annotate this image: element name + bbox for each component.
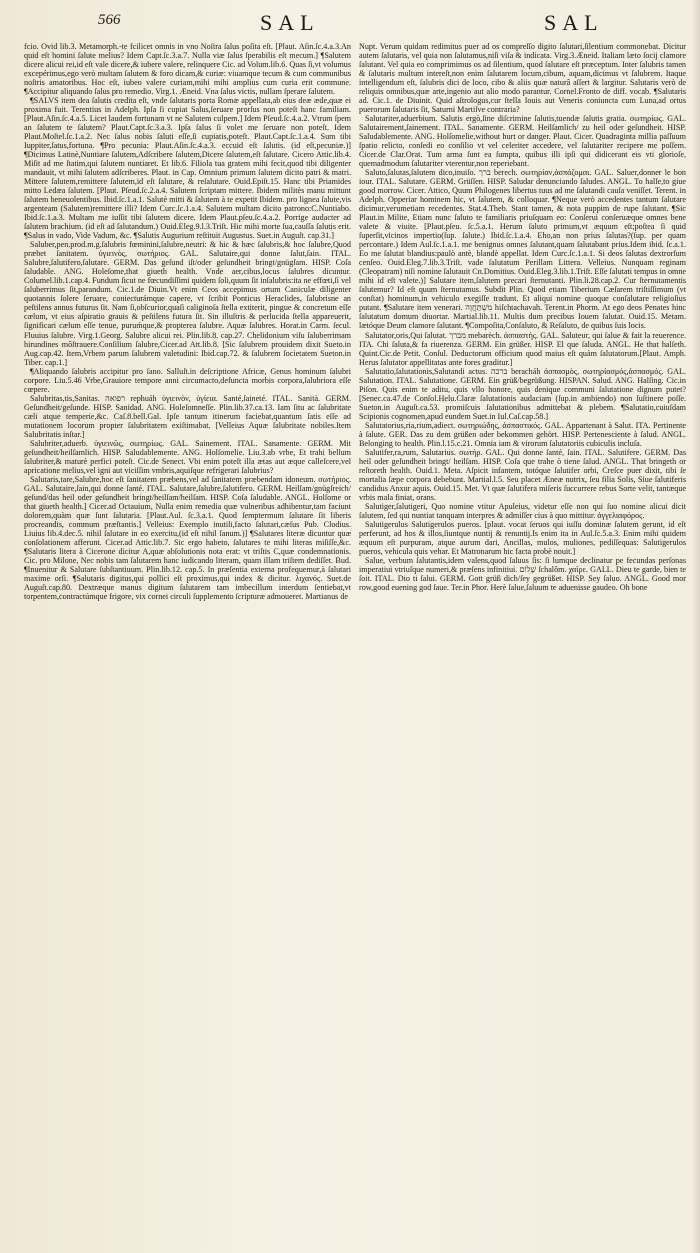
page-number: 566 [98,12,121,28]
entry-paragraph: ¶SALVS item dea ſalutis credita eſt, vnde ſalutaris porta Romæ appellata,ab eius deæ æde,quæ ei proxima fuit. Terentius in Adelph. Ipſa ſi cupiat Salus,ſeruare prorſus non poteſt hanc familiam. [Plaut.Aſin.ſc.4.a.5. Licet laudem fortunam vt ne Salutem culpem.] Idem Pſeud.ſc.4.a.2. Vtrum ſpem an ſalutem te ſalutem? Plaut.Capt.ſc.3.a.3. Ipſa ſalus ſi volet me ſeruare non poteſt. Idem Plaut.Moſtel.ſc.1.a.2. Nec ſalus nobis ſaluti eſſe,ſi cupiatis,poteſt. Plaut.Capt.ſc.1.a.4. Sum tibi Iuppiter,ſatus,fortuna. ¶Pro pecunia: Plaut.Aſin.ſc.4.a.3. eccuid eſt ſalutis. (id eſt,pecuniæ.)] ¶Dicimus Latinè,Nuntiare ſalutem,Adſcribere ſalutem,Dicere ſalutem,eſt ſalutare. Cicero Attic.lib.4. Miſit ad me ſtatim,qui ſalutem nuntiaret. Et lib.6. Filiola tua gratem mihi fecit,quod tibi diligenter mandauit, vt mihi ſalutem adſcriberes. Plaut. in Cap. Omnium primum ſalutem dicito patri & matri. Mittere ſalutem,remittere ſalutem,id eſt ſalutare, & reſalutare. Ouid.Epiſt.15. Hanc tibi Priamides mitto Ledæa ſalutem. [Plaut. Pſeud.ſc.2.a.4. Salutem ſcriptam mittere. Ibidem militès manu mittunt ſalutem beneuolentibus. Ibid.ſc.1.a.1. Salutè mitti & ſalutem à te expetit Ibidem. pro lignea ſalute,vis argenteam (Salutem)remittere illi? Idem Curc.ſc.1.a.4. Salutem multam dicito patrono:C.Nuntiabo. Ibid.ſc.1.a.3. Multam me iuſſit tibi ſalutem dicere. Idem Plaut.pſeu.ſc.4.a.2. Porrige audacter ad ſalutem brachium. (id eſt ad ſalutandum.) Ouid.Eleg.9.l.3.Triſt. Hic mihi morte ſua,cauſſa ſalutis erit. ¶Salus in vado, Vide Vadum, &c. ¶Salutis Augurium reſtituit Augustus. Suet.in Auguſt. cap.31.] [24,96,351,241]
running-head-left: SAL [260,10,320,35]
page-header [24,8,686,42]
entry-paragraph: Salutatio,ſalutationis,Salutandi actus. ברכה beracháh ἀσπασμὸς, σωτηρίασμός,ἀσπασμός. GAL. Salutation. ITAL. Salutatione. GERM. Ein grüß/begrüßung. HISPAN. Salud. ANG. Halſing. Cic.in Piſon. Quis enim te aditu, quis vllo honore, quis denique communi ſalutatione dignum putet? [Senec.ca.47.de Conſol.Helu.Claræ ſalutationis audaciam (ſup.in ambiendo) non ſuſtinere poſſe. Sueton.in Auguſt.ca.53. promiſcuis ſalutationibus admittebat & plebem. ¶Salutatio,cuiuſdam Scipionis cognomen,apud eundem Suet.in Iul.Caſ.cap.58.] [359,366,686,421]
entry-paragraph: Salutifer,ra,rum, Salutarius. σωτήρ. GAL. Qui donne ſanté, ſain. ITAL. Salutifere. GERM. Das heil oder geſundheit bringt/ heilſam. HISP. Coſa que trahe ò tiene ſalud. ANGL. That bringeth or reſtoreth health. Ouid.1. Meta. Aſpicit infantem, totóque ſalutifer orbi, Creſce puer dixit, tibi ſe mortalia ſæpe corpora debebunt. Martial.l.5. Seu placet Æneæ nutrix, ſeu filia Solis, Siue ſalutiferis candidus Anxur aquis. Ouid.15. Met. Vt quæ ſalutifera miſeris ſuccurrere rebus Sorte velit, tantæque vrbis mala finiat, orans. [359,447,686,502]
entry-paragraph: Salutator,oris,Qui ſalutat. מברך mebarèch. ἀσπαστὴς. GAL. Saluteur, qui ſalue & fait la reuerence. ITA. Chi ſaluta,& fa riuerenza. GERM. Ein grüßer. HISP. El que ſaluda. ANGL. He that halſeth. Quint.Cic.de Petit. Conſul. Deductorum officium quod maius eſt quàm ſalutatorum.[Plaut. Amph. Herus ſalutator appellitatas ante fores graditur.] [359,330,686,367]
entry-paragraph: Salutiger,ſalutigeri, Quo nomine vtitur Apuleius, videtur eſſe non qui ſuo nomine alicui dicit ſalutem, ſed qui nuntiat tanquam interpres & admiſſer cius à quo mittitur. ἀγγελιαφόρος. [359,501,686,520]
entry-paragraph: Salutatorius,ria,rium,adiect. σωτηριώδης, ἀσπαστικός. GAL. Appartenant à Salut. ITA. Pertinente à ſalute. GER. Das zu dem grüßen oder bekommen gehört. HISP. Pertenesciente à ſalud. ANGL. Belonging to health. Plin.l.15.c.21. Omnia iam & virorum ſalutatoriis cubiculis incluſa. [359,420,686,448]
entry-paragraph: Salubriter,aduerb. ὑγιεινῶς, σωτηρίως. GAL. Sainement. ITAL. Sanamente. GERM. Mit geſundheit/heilſamlich. HISP. Saludablemente. ANG. Holſomelie. Liu.3.ab vrbe, Et trahi bellum ſalubriter,& maturè perfici poteſt. Cic.de Senect. Vbi enim poteſt illa ætas aut æque calleſcere,vel apricatione melius,vel igni aut viciſſim vmbris,aquiſque refrigerari ſalubrius? [24,438,351,475]
entry-paragraph: Salutaris,tare,Salubre,hoc eſt ſanitatem præbens,vel ad ſanitatem præbendam idoneum. σωτήριος. GAL. Salutaire,ſain,qui donne ſanté. ITAL. Salutare,ſalubre,ſalutifero. GERM. Heilſam/gnügſreich/ geſund/das heil oder geſundheit bringt/heilſam/heilſam. HISP. Coſa ſaludable. ANGL. Holſome or that giueth health.] Cicer.ad Octauium, Nulla enim remedia quæ vulneribus adhibentur,tam faciunt dolorem,quàm quæ ſunt ſalutaria. [Plaut.Aul. ſc.3.a.1. Quod ſemptermum ſalutare ſit liberis procreandis, commum præſtantis.] Velleius: Exemplo inutili,facto ſalutari,cæſus Pub. Clodius. Liuius lib.4.dec.5. nihil ſalutare in eo exercitu,(id eſt nihil ſanum.)] ¶Salutares literæ dicuntur quæ conſolationem afferunt. Cicer.ad Attic.lib.7. Sic ergo habeto, ſalutares te mihi literas miſiſſe,&c. ¶Salutaris litera à Cicerone dicitur A,quæ abſolutionis nota erat: vt triſtis C,quæ condemnationis. Cic. pro Milone, Nec nobis tam ſalutarem hanc iudicando literam, quam illam triſtem dediſſet. Bud. ¶Inuenitur & Salutare ſubſtantiuum. Plin.lib.12. cap.5. In præſentia externa profequemur,à ſalutari maxime orſi. ¶Salutaris digitus,qui pollici eſt proximus,qui index & dicitur. λιχανός. Suet.de Auguſt.cap.80. Dextræque manus digitum ſalutarem tam imbecillum interdum ſentiebat,vt torpentem,contractúmque frigore, vix cornei circuli ſupplemento ſcripturæ admoueret. Martianus de [24,474,351,601]
entry-paragraph: ¶Aliquando ſalubris accipitur pro ſano. Salluſt.in deſcriptione Africæ, Genus hominum ſalubri corpore. Liu.5.46 Vrbe,Grauiore tempore anni circumacto,defuncta morbis corpora,ſalubriora eſſe cœpere. [24,366,351,394]
entry-paragraph: Salutariter,aduerbium. Salutis ergò,ſine diſcrimine ſalutis,tuendæ ſalutis gratia. σωτηρίως. GAL. Salutairement,ſainement. ITAL. Sanamente. GERM. Heilſamlich/ zu heil oder geſundheit. HISP. Saludablemente. ANG. Holſomelie,without hurt or danger. Plaut. Cicer. Quadraginta millia paſſuum ſpatio relicto, conſedi eo conſilio vt vel celeriter accedere, vel ſalutariter recipere me poſſem. Cicer.de Clar.Orat. Tum arma ſunt ea ſumpta, quibus illi ipſi qui didicerant eis vti glorioſe, quemadmodum ſalutariter vterentur,non reperiebant. [359,114,686,169]
page-edge-shadow [692,0,700,1253]
left-column [24,42,351,1247]
entry-paragraph: Salutigerulus Salutigerulos pueros. [plaut. vocat ſeruos qui iuſſu dominæ ſalutem gerunt, id eſt perferunt, ad hos & illos,ſiuntque nuntij & renuntij.Is enim ita in Aul.ſc.5.a.3. Enim mihi quidem æquum eſt purpuram, atque aurum dari, Ancillas, mulos, muliones, pediſſequas: Salutigerulos pueros, vehicula quis vehar. Et Matronarum hic facta probè nouit.] [359,519,686,556]
entry-paragraph: Salue, verbum ſalutantis,idem valens,quod ſaluus ſis: ſi lumque declinatur pe fecundas perſonas imperatiui vtriuſque numeri,& præſens infinitiui. שָׁלוֹם ſchalôm. χαῖρε. GALL. Dieu te garde, bien te ſoit. ITAL. Dio ti ſalui. GERM. Gott grüß dich/ſey gegrüßet. HISP. Sey ſaluo. ANGL. Good mor row,good euening god ſaue. Ter.in Phor. Herè ſalue,ſaluum te aduenisse gaudeo. Oh bone [359,555,686,592]
running-head-right: SAL [544,10,604,35]
right-column [359,42,686,1247]
entry-paragraph: Saluber,pen.prod.m.g.ſalubris fœminini,ſalubre,neutri: & hic & hæc ſalubris,& hoc ſalubre,Quod præbet ſanitatem. ὑγιεινὸς, σωτήριος. GAL. Salutaire,qui donne ſalut,ſain. ITAL. Salubre,ſalutifero,ſalutare. GERM. Das geſund iſt/oder geſundheit bringt/gnügſam. HISP. Coſa ſaludable. ANG. Holeſome,that giueth health. Vnde aer,cibus,locus ſalubres dicuntur. Columel.lib.1.cap.4. Fundum ſicut ne fœcundiſſimi quidem ſoli,quum ſit inſalubris:ita ne effœti,ſi vel ſaluberrimus ſit,parandum. Cic.1.de Diuin.Vt enim Ceos accepimus ortum Caniculæ diligenter quotannis ſolere ſeruare, coniecturámque capere, vt ſcribit Ponticus Heraclides, ſalubrisne an peſtilens annus futurus ſit. Nam ſi,obſcurior,quaſi caliginoſa ſtella extiterit, pingue & concretum eſſe cælum, vt eius aſpiratio grauis & peſtilens futura ſit. Sin illuſtris & perlucida ſtella appareuerit, ſignificari cælum eſſe tenue, puruḿque,& propterea ſalubre. Aquæ ſalubres. Horat.in Carm. ſecul. Fluuius ſalubre. Virg.1.Georg. Salubre alicui rei. Plin.lib.8. cap.27. Chelidonium viſu ſaluberrimam hirundines mõſtrauere.Conſilium ſalubre,Cicer.ad Att.lib.8. [Sic ſalubrem prouidem dixit Sueto.in Aug.cap.42. Item,Vrbem parum ſalubrem valetudini: Ibid.cap.72. & ſalubrem ſocietatem Sueton.in Tiber. cap.1.] [24,240,351,367]
entry-paragraph: Nupt. Verum quidam redimitus puer ad os compreſſo digito ſalutari,ſilentium commonebat. Dicitur autem ſalutaris, vel quia non ſalutamus,niſi viſa & indicata. Virg.3.Æneid. Italiam læto ſocij clamore ſalutant. Vel quia eo comprimimus os ad ſilentium, quod ſalutare eſt præceptum. Inter ſalubris tamen & ſalutaris multum intereſt,non enim ſalutarem locum,cibum, aquam,dicimus vt ſalubrem. Itaque intelligendum eſt, ſalubris dici de loco, cibo & aliis quæ naturâ aſſert & largitur. Salutaris verò de reliquis omnibus,quæ arte,ingenio aut alio modo parantur. Cornel.Fronto de diff. vocab. ¶Salutaris ad. Cic.1. de Diuinit. Quid aſtrologus,cur ſtella Iouis aut Veneris coniuncta cum Luna,ad ortus puerorum ſalutaris ſit, Saturni Martiſve contraria? [359,42,686,115]
entry-paragraph: fcio. Ovid lib.3. Metamorph.-te fcilicet omnis in vno Noſtra ſalus poſita eſt. [Plaut. Aſin.ſc.4.a.3.An quid eſt homini ſalute melius? Idem Capt.ſc.3.a.7. Nulla viæ ſalus ſperabilis eſt mecum.] ¶Salutem dicere alicui rei,id eſt vale dicere,& iubere valere, relinquere Cic. ad Volum.lib.6. Quas ſi,vt volumus excepérimus,ego verò multam ſalutem & foro dicam,& curiæ: viuamque tecum & cum communibus noſtris amatoribus. Hoc eſt, iubeo valere curiam,mihi mihi amplius cum curia erit commune. ¶Accipitur aliquando ſalus pro remedio. Virg.1. Æneid. Vna ſalus victis, nullam ſperare ſalutem. [24,42,351,97]
entry-paragraph: Salubritas,tis,Sanitas. רפואה rephuáh ὑγιεινὸν, ὑγίεια. Santé,ſaineté. ITAL. Sanità. GERM. Geſundheit/geſunde. HISP. Sanidad. ANG. Holeſomneſſe. Plin.lib.37.ca.13. Iam ſitu ac ſalubritate cæli atque temperie,&c. Caſ.8.bell.Gal. Ipſe tantum itinerum faciebat,quantum ſatis eſſe ad mutationem locorum propter ſalubritatem exiſtimabat. [Velleius Aquæ ſalubritate nobiles.Item Salubritatis inſtar.] [24,393,351,439]
entry-paragraph: Saluto,ſalutas,ſalutem dico,inuiſo. ברך berech. σωτηρίαν,ἀσπάζομαι. GAL. Saluer,donner le bon iour. ITAL. Salutare. GERM. Grüſſen. HISP. Saludar denunciando ſaludes. ANGL. To halſe,to giue good morrow. Cicer. Attico, Quum Philogenes libertus tuus ad me ſalutandi cauſa veniſſet. Terent. in Adelph. Opperiar hominem hic, vt ſalutem, & colloquar. ¶Neque verò accedentes tantum ſalutare dicimur,verumetiam recedentes. Stat.4.Theb. Stant tamen, & nota puppim de rupe ſalutant. ¶Sic Plaut.in Milite, Etiam nunc ſaluto te familiaris priuſquam eo: Conſerui conſeruæque omnes bene valete & viuite. [Plaut.pſeu. ſc.5.a.1. Herum ſaluto primum,vt æquum eſt;poſtea ſi quid ſuperſit,vicinos impertio(ſup. ſalute.) Ibid.ſc.1.a.4. Eho,an non prius ſalutas?(ſup. per quam percontare.) Idem Aul.ſc.1.a.1. me benignus omnes ſalutant,quam ſalutabant prius.Idem ibid. ſc.a.1. Eo me ſalutat blandius:paulò antè, blandè appellat. Idem Curc.ſc.1.a.1. Si deos ſalutas dextrorſum cenſeo. Ouid.Eleg.7.lib.3.Triſt. vade ſalutatum Perillam Littera. Velleius. Nunquam reginam (Cleopatram) niſi nomine ſalutauit Cn.Domitius. Ouid.Eleg.3.lib.1.Triſt. Eſſe ſalutati tempus in omne mihi id eſt valete.)] Salutare item,ſalutem precari ſternutanti. Plin.li.28.cap.2. Cur ſternutamentis ſalutemur? Id eſt quum ſternutamus. Subdit Plin. Quod etiam Tiberium Cæſarem triſtiſſimum (vt conſtat) hominum,in vehiculo exegiſſe tradunt. Et aliqui nomine quoque conſalutare religioſius putant. ¶Salutare item venerari. מִשְׁתַּחֲוֶה hiſchtachavah. Terent.in Phorm. At ego deos Penates hinc ſalutatum domum diuortar. Martial.lib.11. Multis dum precibus Iouem ſalutat. Ouid.15. Metam. lætóque Deum clamore ſalutant. ¶Compoſita,Conſaluto, & Reſaluto, de quibus ſuis locis. [359,168,686,331]
two-column-body [24,42,686,1247]
